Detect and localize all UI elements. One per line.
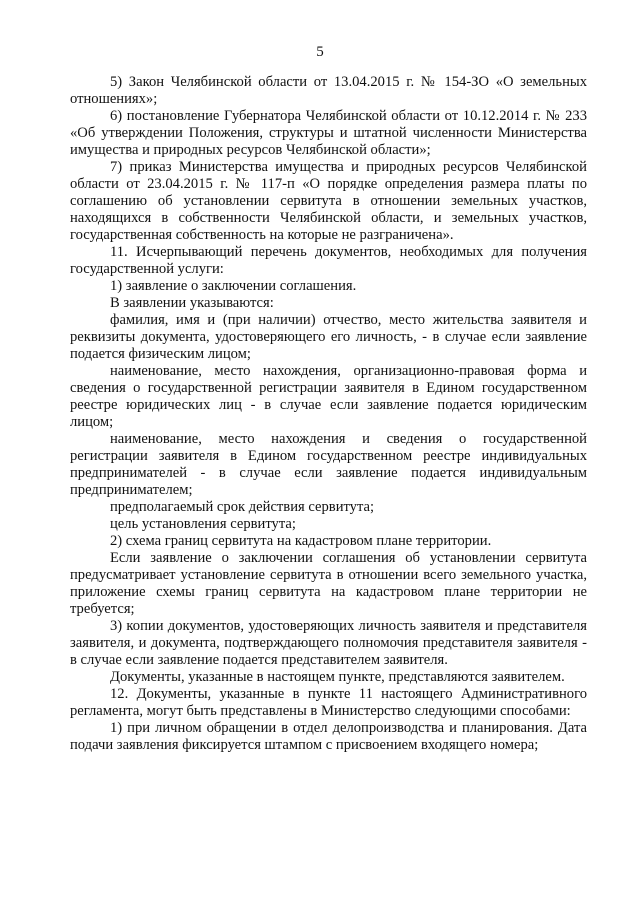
paragraph: наименование, место нахождения, организационно-правовая форма и сведения о государственной регистрации заявителя в Едином государственном реестре юридических лиц - в случае если заявление подается юридическим лицом; — [70, 363, 587, 430]
paragraph: 2) схема границ сервитута на кадастровом плане территории. — [110, 533, 492, 549]
paragraph: Документы, указанные в настоящем пункте, представляются заявителем. — [110, 669, 565, 685]
paragraph: 7) приказ Министерства имущества и природных ресурсов Челябинской области от 23.04.2015 г. № 117-п «О порядке определения размера платы по соглашению об установлении сервитута в отношении земельных участков, находящихся в собственности Челябинской области, и земельных участков, государственная собственность на которые не разграничена». — [70, 159, 587, 243]
paragraph: 12. Документы, указанные в пункте 11 настоящего Административного регламента, могут быть представлены в Министерство следующими способами: — [70, 686, 587, 719]
paragraph: наименование, место нахождения и сведения о государственной регистрации заявителя в Едином государственном реестре индивидуальных предпринимателей - в случае если заявление подается индивидуальным предпринимателем; — [70, 431, 587, 498]
paragraph: Если заявление о заключении соглашения об установлении сервитута предусматривает установление сервитута в отношении всего земельного участка, приложение схемы границ сервитута на кадастровом плане территории не требуется; — [70, 550, 587, 617]
paragraph: 1) заявление о заключении соглашения. — [110, 278, 357, 294]
document-body — [70, 74, 587, 754]
paragraph: 3) копии документов, удостоверяющих личность заявителя и представителя заявителя, и документа, подтверждающего полномочия представителя заявителя - в случае если заявление подается представителем заявителя. — [70, 618, 587, 668]
paragraph: цель установления сервитута; — [110, 516, 296, 532]
paragraph: 6) постановление Губернатора Челябинской области от 10.12.2014 г. № 233 «Об утверждении Положения, структуры и штатной численности Министерства имущества и природных ресурсов Челябинской области»; — [70, 108, 587, 158]
paragraph: 1) при личном обращении в отдел делопроизводства и планирования. Дата подачи заявления фиксируется штампом с присвоением входящего номера; — [70, 720, 587, 753]
paragraph: фамилия, имя и (при наличии) отчество, место жительства заявителя и реквизиты документа, удостоверяющего его личность, - в случае если заявление подается физическим лицом; — [70, 312, 587, 362]
page-number: 5 — [316, 44, 324, 60]
paragraph: 5) Закон Челябинской области от 13.04.2015 г. № 154-ЗО «О земельных отношениях»; — [70, 74, 587, 107]
paragraph: В заявлении указываются: — [110, 295, 274, 311]
paragraph: 11. Исчерпывающий перечень документов, необходимых для получения государственной услуги: — [70, 244, 587, 277]
paragraph: предполагаемый срок действия сервитута; — [110, 499, 375, 515]
